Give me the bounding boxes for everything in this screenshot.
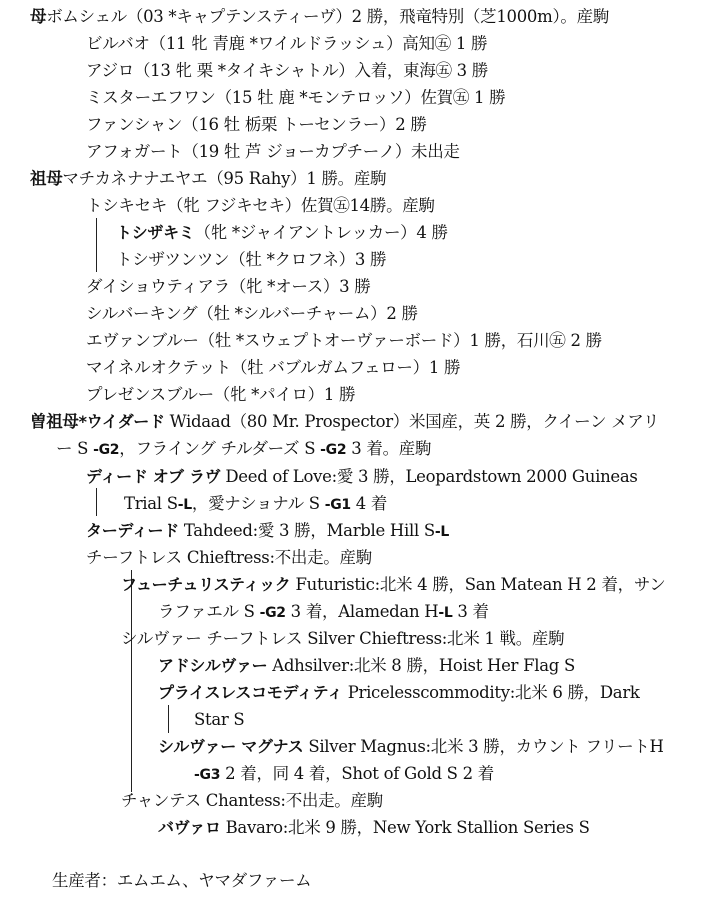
text: 3 着 bbox=[452, 602, 489, 621]
grade-badge: -G2 bbox=[259, 605, 286, 621]
pedigree-bracket bbox=[96, 218, 97, 272]
dam-foal: アフォガート（19 牡 芦 ジョーカプチーノ）未出走 bbox=[86, 142, 460, 161]
pedigree-bracket bbox=[96, 488, 97, 516]
grade-badge: -L bbox=[438, 605, 453, 621]
granddam-text: マチカネナナエヤエ（95 Rahy）1 勝。産駒 bbox=[62, 169, 387, 188]
text: ，フライング チルダーズ S bbox=[119, 439, 321, 458]
text: 3 着，Alamedan H bbox=[285, 602, 439, 621]
text: ラファエル S bbox=[158, 602, 260, 621]
text: ，愛ナショナル S bbox=[191, 494, 325, 513]
dam-foal: アジロ（13 牝 栗 *タイキシャトル）入着，東海㊄ 3 勝 bbox=[86, 61, 488, 80]
horse-name: ターディード bbox=[86, 521, 179, 540]
dam-foal: ビルバオ（11 牝 青鹿 *ワイルドラッシュ）高知㊄ 1 勝 bbox=[86, 34, 488, 53]
horse-record: Pricelesscommodity:北米 6 勝，Dark bbox=[347, 683, 640, 702]
horse-name: プライスレスコモディティ bbox=[158, 683, 343, 702]
g-granddam-label: 曽祖母 bbox=[30, 412, 79, 431]
horse-name: シルヴァー マグナス bbox=[158, 737, 304, 756]
horse-record: Futuristic:北米 4 勝，San Matean H 2 着，サン bbox=[295, 575, 666, 594]
dam-foal: ファンシャン（16 牡 栃栗 トーセンラー）2 勝 bbox=[86, 115, 427, 134]
grade-badge: -G2 bbox=[93, 442, 120, 458]
horse-name: トシザキミ bbox=[116, 223, 195, 242]
horse-name: アドシルヴァー bbox=[158, 656, 268, 675]
foal-adhsilver bbox=[158, 656, 575, 676]
foal-silver-magnus-cont bbox=[194, 764, 494, 785]
text: 4 着 bbox=[350, 494, 388, 513]
granddam-foal: エヴァンブルー（牡 *スウェプトオーヴァーボード）1 勝，石川㊄ 2 勝 bbox=[86, 331, 602, 350]
granddam-label: 祖母 bbox=[30, 169, 63, 188]
g-granddam-line bbox=[30, 412, 659, 432]
granddam-line bbox=[30, 169, 386, 189]
horse-name: フューチュリスティック bbox=[121, 575, 291, 594]
foal-silver-magnus bbox=[158, 737, 664, 757]
granddam-subfoal: トシザツンツン（牡 *クロフネ）3 勝 bbox=[116, 250, 387, 269]
foal-pricelesscommodity bbox=[158, 683, 640, 703]
text: Trial S bbox=[124, 494, 178, 513]
dam-text: ボムシェル（03 *キャプテンスティーヴ）2 勝，飛竜特別（芝1000m）。産駒 bbox=[46, 7, 610, 26]
grade-badge: -L bbox=[434, 524, 450, 540]
foal-bavaro bbox=[158, 818, 590, 838]
horse-record: （牝 *ジャイアントレッカー）4 勝 bbox=[194, 223, 448, 242]
pedigree-bracket bbox=[131, 570, 132, 792]
horse-name: *ウイダード bbox=[78, 412, 165, 431]
horse-name: バヴァロ bbox=[158, 818, 221, 837]
foal-deed-of-love bbox=[86, 467, 638, 487]
dam-line bbox=[30, 7, 609, 27]
granddam-foal: ダイショウティアラ（牝 *オース）3 勝 bbox=[86, 277, 371, 296]
foal-tahdeed bbox=[86, 521, 449, 542]
horse-record: Tahdeed:愛 3 勝，Marble Hill S bbox=[183, 521, 435, 540]
horse-record: Adhsilver:北米 8 勝，Hoist Her Flag S bbox=[272, 656, 575, 675]
granddam-foal: プレゼンスブルー（牝 *パイロ）1 勝 bbox=[86, 385, 356, 404]
granddam-foal: マイネルオクテット（牡 バブルガムフェロー）1 勝 bbox=[86, 358, 461, 377]
horse-record: Deed of Love:愛 3 勝，Leopardstown 2000 Guineas bbox=[225, 467, 638, 486]
foal-futuristic bbox=[121, 575, 665, 595]
text: 2 着，同 4 着，Shot of Gold S 2 着 bbox=[220, 764, 494, 783]
horse-record: Silver Magnus:北米 3 勝，カウント フリートH bbox=[308, 737, 664, 756]
dam-foal: ミスターエフワン（15 牡 鹿 *モンテロッソ）佐賀㊄ 1 勝 bbox=[86, 88, 506, 107]
horse-name: ディード オブ ラヴ bbox=[86, 467, 221, 486]
foal-chantess: チャンテス Chantess:不出走。産駒 bbox=[121, 791, 383, 810]
grade-badge: -G2 bbox=[320, 442, 347, 458]
foal-silver-chieftress: シルヴァー チーフトレス Silver Chieftress:北米 1 戦。産駒 bbox=[121, 629, 565, 648]
grade-badge: -G3 bbox=[194, 767, 221, 783]
g-granddam-text: Widaad（80 Mr. Prospector）米国産，英 2 勝，クイーン メアリ bbox=[169, 412, 660, 431]
granddam-subfoal bbox=[116, 223, 448, 243]
foal-deed-of-love-cont bbox=[124, 494, 387, 515]
foal-chieftress: チーフトレス Chieftress:不出走。産駒 bbox=[86, 548, 372, 567]
foal-futuristic-cont bbox=[158, 602, 489, 623]
g-granddam-line-cont bbox=[56, 439, 431, 460]
granddam-foal: シルバーキング（牡 *シルバーチャーム）2 勝 bbox=[86, 304, 418, 323]
pedigree-bracket bbox=[168, 705, 169, 733]
foal-pricelesscommodity-cont: Star S bbox=[194, 710, 245, 729]
dam-label: 母 bbox=[30, 7, 47, 26]
breeder-line: 生産者：エムエム、ヤマダファーム bbox=[52, 871, 312, 890]
text: 3 着。産駒 bbox=[346, 439, 432, 458]
grade-badge: -L bbox=[177, 497, 192, 513]
text: ー S bbox=[56, 439, 94, 458]
granddam-foal: トシキセキ（牝 フジキセキ）佐賀㊄14勝。産駒 bbox=[86, 196, 435, 215]
grade-badge: -G1 bbox=[324, 497, 351, 513]
horse-record: Bavaro:北米 9 勝，New York Stallion Series S bbox=[225, 818, 590, 837]
